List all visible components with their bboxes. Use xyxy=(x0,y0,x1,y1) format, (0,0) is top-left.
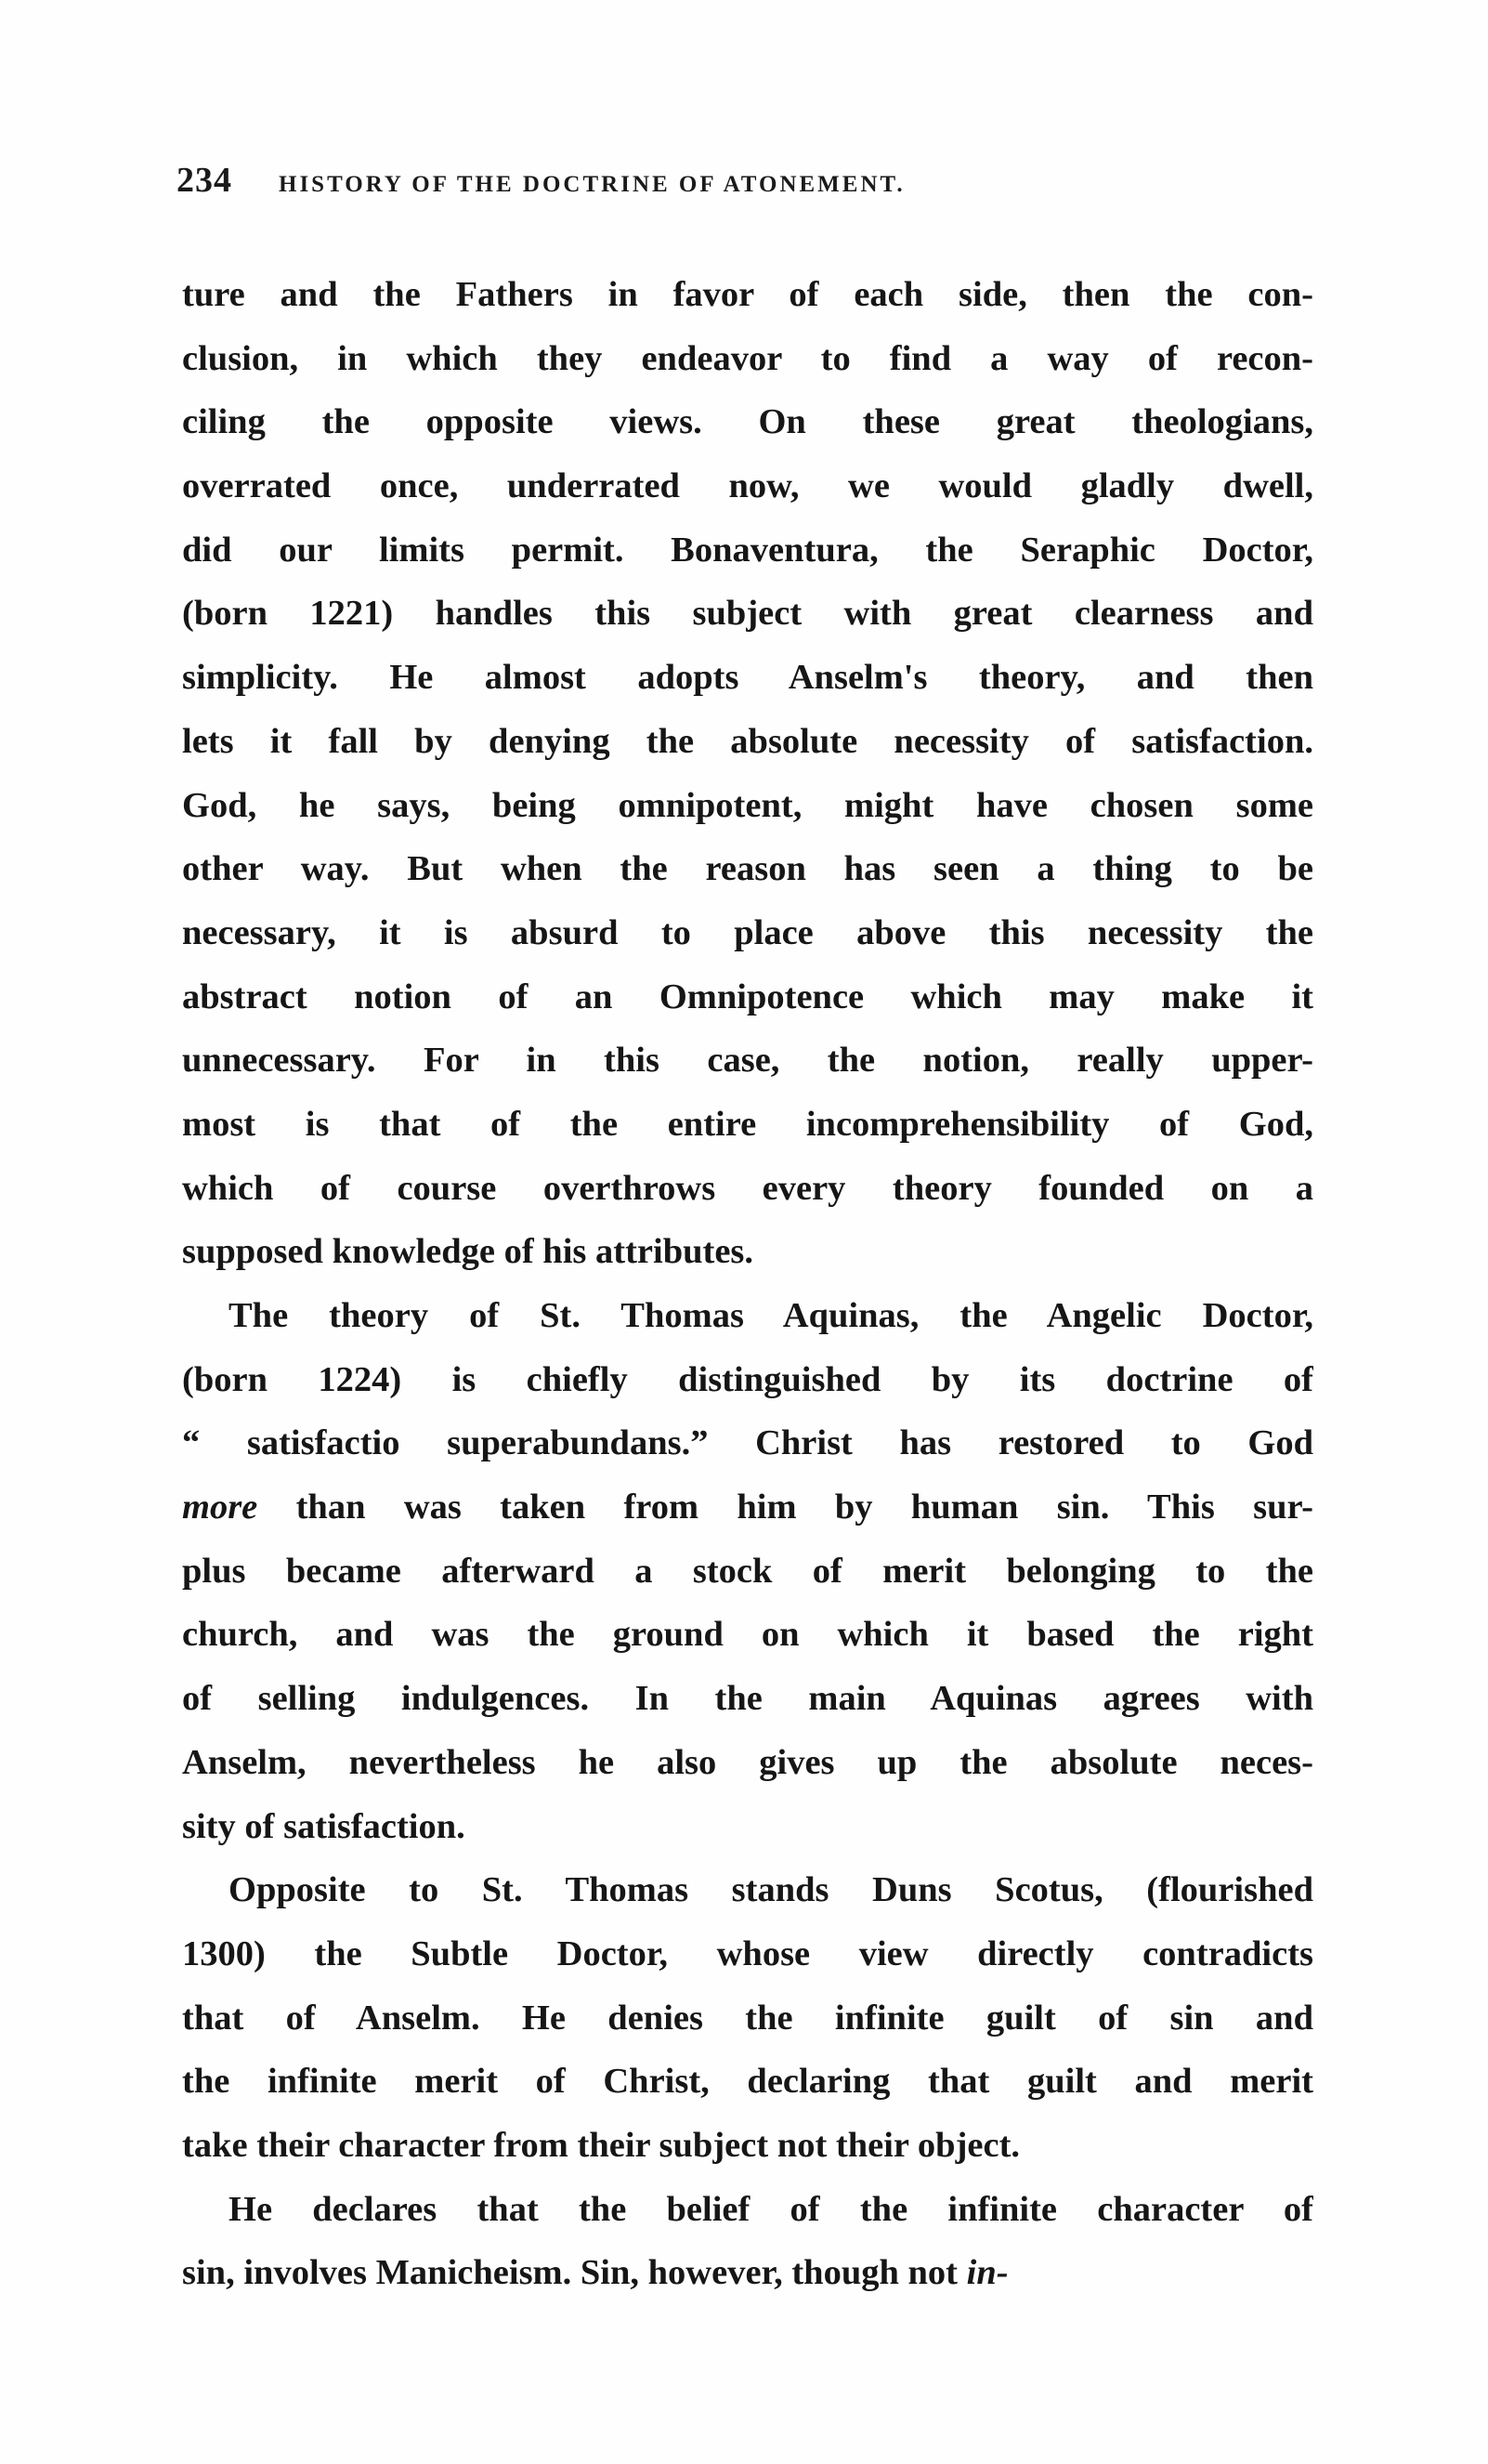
text-line: abstract notion of an Omnipotence which may make it xyxy=(182,976,1313,1016)
text-line: of selling indulgences. In the main Aquinas agrees with xyxy=(182,1679,1313,1719)
text-line: which of course overthrows every theory founded on a xyxy=(182,1168,1313,1208)
italic-word: more xyxy=(182,1488,258,1527)
text-line: (born 1224) is chiefly distinguished by its doctrine of xyxy=(182,1359,1313,1399)
text-line: take their character from their subject not their object. xyxy=(182,2125,1021,2165)
text-line: that of Anselm. He denies the infinite guilt of sin and xyxy=(182,1998,1313,2038)
text-line: God, he says, being omnipotent, might have chosen some xyxy=(182,785,1313,825)
italic-word: in- xyxy=(966,2253,1009,2293)
text-body xyxy=(182,263,1313,2305)
text-line: ciling the opposite views. On these great theologians, xyxy=(182,402,1313,442)
running-head xyxy=(176,160,1328,206)
text-line: did our limits permit. Bonaventura, the Seraphic Doctor, xyxy=(182,530,1313,570)
text-line-mixed xyxy=(182,1475,1313,1540)
text-line: unnecessary. For in this case, the notion, really upper- xyxy=(182,1041,1313,1081)
text-line-mixed xyxy=(182,2241,1313,2305)
text-line: most is that of the entire incomprehensibility of God, xyxy=(182,1104,1313,1144)
text-line: lets it fall by denying the absolute necessity of satisfaction. xyxy=(182,721,1313,761)
text-line: 1300) the Subtle Doctor, whose view directly contradicts xyxy=(182,1933,1313,1973)
page-number: 234 xyxy=(176,161,232,200)
text-line: necessary, it is absurd to place above this necessity the xyxy=(182,912,1313,952)
text-line: simplicity. He almost adopts Anselm's theory, and then xyxy=(182,658,1313,698)
text-line: (born 1221) handles this subject with great clearness and xyxy=(182,594,1313,634)
text-line: supposed knowledge of his attributes. xyxy=(182,1232,754,1272)
text-line: He declares that the belief of the infinite character of xyxy=(228,2189,1313,2229)
text-line: Anselm, nevertheless he also gives up the absolute neces- xyxy=(182,1742,1313,1782)
text-line: Opposite to St. Thomas stands Duns Scotus, (flourished xyxy=(228,1870,1313,1910)
text-line: clusion, in which they endeavor to find a way of recon- xyxy=(182,338,1313,378)
text-line: other way. But when the reason has seen a thing to be xyxy=(182,849,1313,889)
text-line: the infinite merit of Christ, declaring that guilt and merit xyxy=(182,2062,1313,2102)
text-line-rest: than was taken from him by human sin. This sur- xyxy=(257,1488,1313,1527)
text-line: The theory of St. Thomas Aquinas, the Angelic Doctor, xyxy=(228,1296,1313,1335)
text-line: overrated once, underrated now, we would gladly dwell, xyxy=(182,466,1313,506)
text-line-start: sin, involves Manicheism. Sin, however, though not xyxy=(182,2253,967,2293)
text-line: church, and was the ground on which it based the right xyxy=(182,1615,1313,1655)
running-title: HISTORY OF THE DOCTRINE OF ATONEMENT. xyxy=(279,172,906,197)
text-line: ture and the Fathers in favor of each side, then the con- xyxy=(182,275,1313,314)
text-line: “ satisfactio superabundans.” Christ has restored to God xyxy=(182,1423,1313,1463)
text-line: sity of satisfaction. xyxy=(182,1806,465,1846)
text-line: plus became afterward a stock of merit belonging to the xyxy=(182,1551,1313,1591)
